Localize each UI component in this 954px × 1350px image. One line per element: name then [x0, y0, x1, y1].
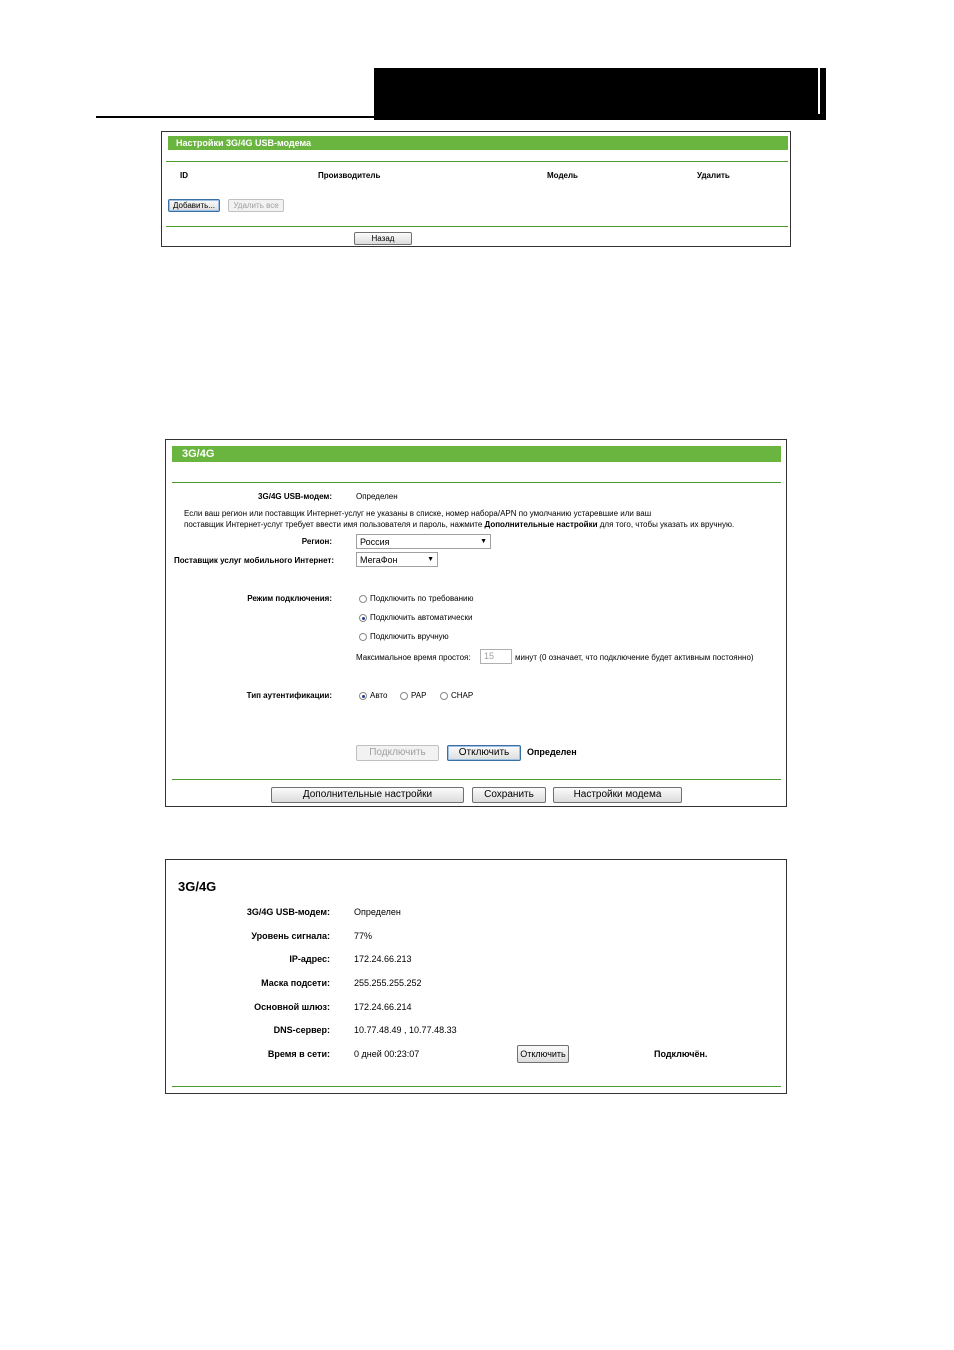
- connect-manually-label: Подключить вручную: [370, 632, 449, 641]
- status-label-ip: IP-адрес:: [289, 954, 330, 964]
- status-disconnect-button[interactable]: Отключить: [517, 1045, 569, 1063]
- advanced-settings-hint: Дополнительные настройки: [484, 520, 598, 529]
- idle-time-value: 15: [484, 651, 495, 661]
- connect-on-demand-radio[interactable]: [359, 595, 367, 603]
- status-value-signal: 77%: [354, 931, 373, 941]
- status-value-gateway: 172.24.66.214: [354, 1002, 412, 1012]
- column-header-manufacturer: Производитель: [318, 171, 381, 180]
- usb-modem-value: Определен: [356, 492, 398, 501]
- auth-chap-radio[interactable]: [440, 692, 448, 700]
- connect-on-demand-label: Подключить по требованию: [370, 594, 474, 603]
- modem-list-panel: [161, 131, 791, 247]
- info-text-line2-start: поставщик Интернет-услуг требует ввести имя пользователя и пароль, нажмите: [184, 520, 485, 529]
- status-value-ip: 172.24.66.213: [354, 954, 412, 964]
- connection-status: Определен: [527, 747, 577, 757]
- region-label: Регион:: [301, 537, 332, 546]
- chevron-down-icon: ▼: [427, 556, 434, 563]
- auth-chap-label: CHAP: [451, 691, 474, 700]
- divider: [172, 779, 781, 780]
- status-label-uptime: Время в сети:: [267, 1049, 330, 1059]
- divider: [166, 226, 788, 227]
- connect-automatically-radio[interactable]: [359, 614, 367, 622]
- back-button[interactable]: Назад: [354, 232, 412, 245]
- header-banner: [374, 68, 826, 120]
- usb-modem-label: 3G/4G USB-модем:: [258, 492, 332, 501]
- divider: [166, 161, 788, 162]
- status-value-usb-modem: Определен: [354, 907, 401, 917]
- status-value-uptime: 0 дней 00:23:07: [354, 1049, 420, 1059]
- status-connected-text: Подключён.: [654, 1049, 708, 1059]
- divider: [172, 482, 781, 483]
- info-text-line2: [184, 520, 734, 529]
- auth-auto-label: Авто: [370, 691, 388, 700]
- status-value-dns: 10.77.48.49 , 10.77.48.33: [354, 1025, 457, 1035]
- connection-mode-label: Режим подключения:: [247, 594, 332, 603]
- isp-value: МегаФон: [360, 555, 398, 565]
- status-label-subnet: Маска подсети:: [261, 978, 330, 988]
- delete-all-button[interactable]: Удалить все: [228, 199, 284, 212]
- idle-time-label: Максимальное время простоя:: [356, 653, 471, 662]
- modem-settings-button[interactable]: Настройки модема: [553, 787, 682, 803]
- region-select[interactable]: [356, 534, 491, 549]
- info-text-line1: Если ваш регион или поставщик Интернет-услуг не указаны в списке, номер набора/APN по умолчанию устаревшие или ваш: [184, 509, 652, 518]
- advanced-settings-button[interactable]: Дополнительные настройки: [271, 787, 464, 803]
- info-text-line2-end: для того, чтобы указать их вручную.: [597, 520, 735, 529]
- column-header-id: ID: [180, 171, 188, 180]
- wan3g-title: 3G/4G: [182, 448, 215, 460]
- save-button[interactable]: Сохранить: [472, 787, 546, 803]
- isp-select[interactable]: [356, 552, 438, 567]
- auth-pap-radio[interactable]: [400, 692, 408, 700]
- wan3g-settings-panel: [165, 439, 787, 807]
- disconnect-button[interactable]: Отключить: [447, 745, 521, 761]
- header-banner-edge: [818, 68, 820, 114]
- header-rule: [96, 116, 374, 118]
- connect-button[interactable]: Подключить: [356, 745, 439, 761]
- divider: [172, 1086, 781, 1087]
- isp-label: Поставщик услуг мобильного Интернет:: [174, 556, 335, 565]
- auth-type-label: Тип аутентификации:: [246, 691, 332, 700]
- idle-time-suffix: минут (0 означает, что подключение будет активным постоянно): [515, 653, 754, 662]
- idle-time-input[interactable]: [480, 649, 512, 664]
- connect-manually-radio[interactable]: [359, 633, 367, 641]
- column-header-delete: Удалить: [697, 171, 730, 180]
- auth-pap-label: PAP: [411, 691, 427, 700]
- connect-automatically-label: Подключить автоматически: [370, 613, 473, 622]
- auth-auto-radio[interactable]: [359, 692, 367, 700]
- status-panel: [165, 859, 787, 1094]
- status-label-signal: Уровень сигнала:: [251, 931, 330, 941]
- add-modem-button[interactable]: Добавить...: [168, 199, 220, 212]
- modem-list-title: Настройки 3G/4G USB-модема: [176, 138, 312, 148]
- column-header-model: Модель: [547, 171, 578, 180]
- modem-list-title-bar: [168, 136, 788, 150]
- status-panel-title: 3G/4G: [178, 879, 217, 894]
- status-label-gateway: Основной шлюз:: [254, 1002, 330, 1012]
- chevron-down-icon: ▼: [480, 538, 487, 545]
- status-label-usb-modem: 3G/4G USB-модем:: [246, 907, 330, 917]
- wan3g-title-bar: [172, 446, 781, 462]
- region-value: Россия: [360, 537, 390, 547]
- status-value-subnet: 255.255.255.252: [354, 978, 422, 988]
- status-label-dns: DNS-сервер:: [273, 1025, 330, 1035]
